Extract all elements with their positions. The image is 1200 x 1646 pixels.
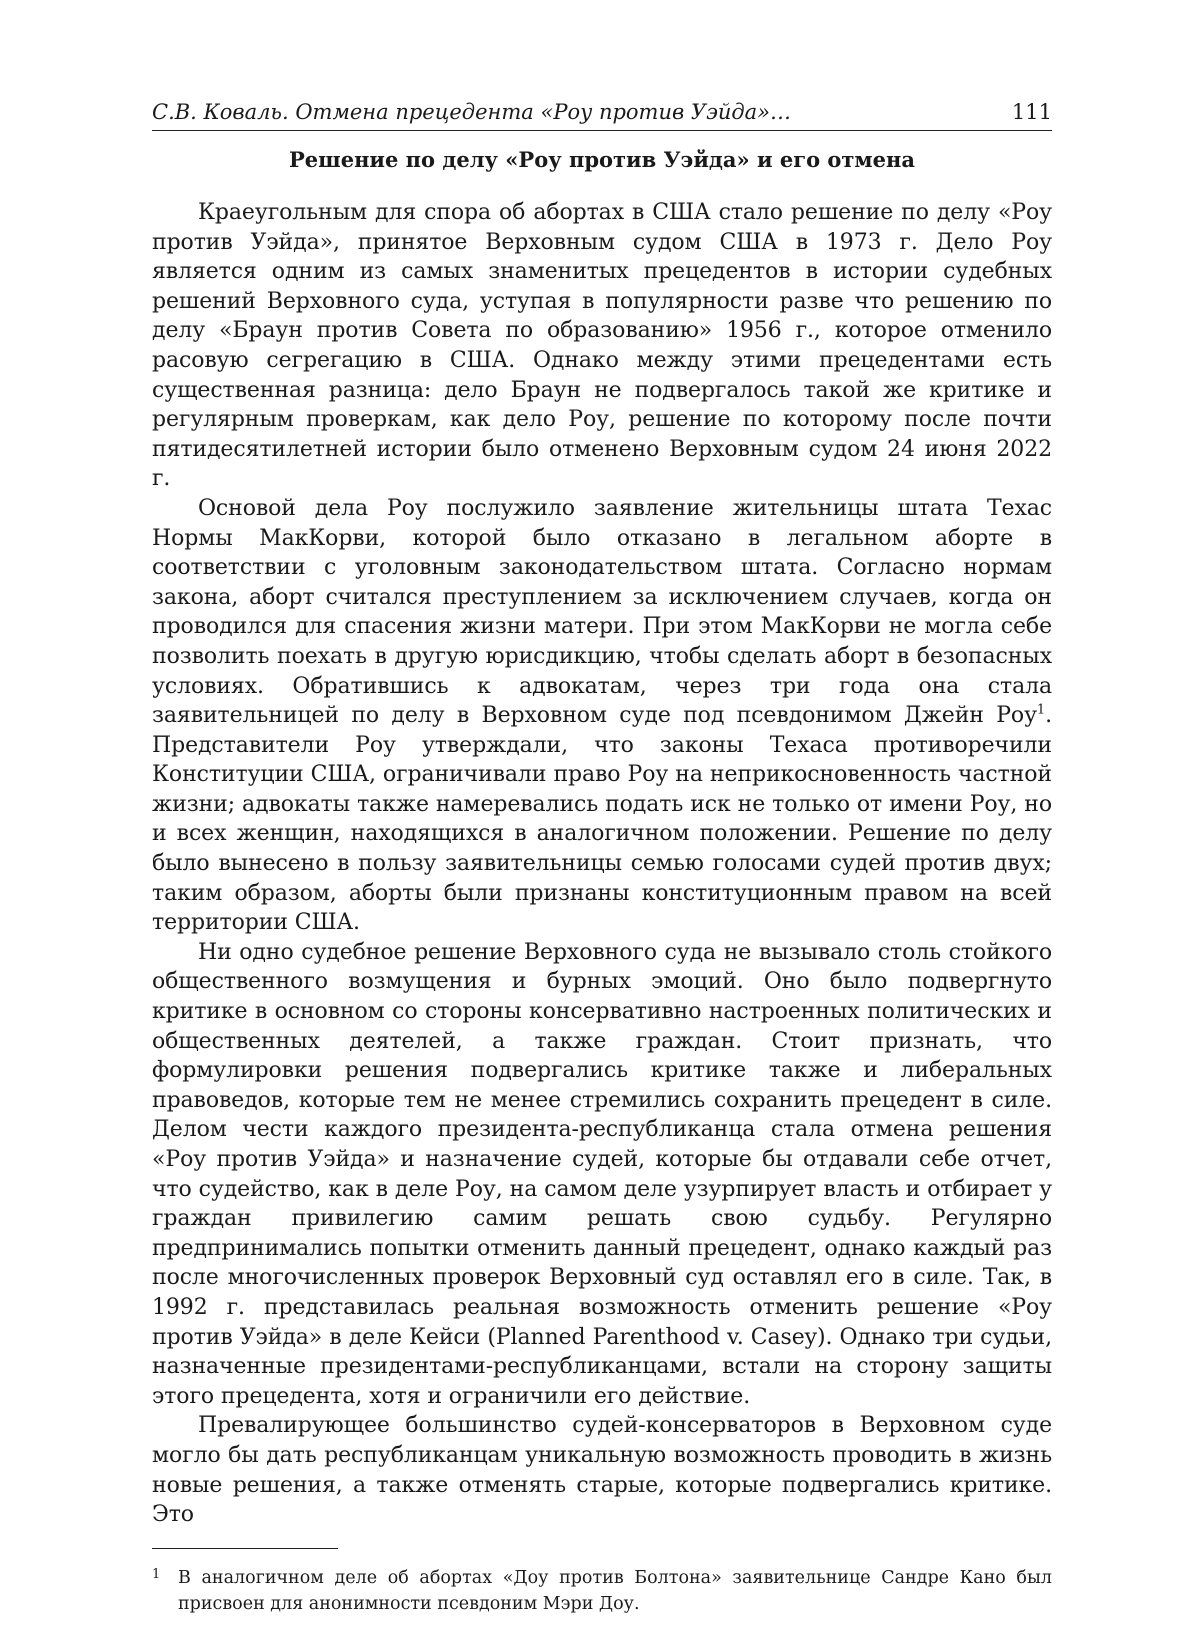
paragraph-2: [152, 494, 1052, 938]
paragraph-2-part-2: . Представители Роу утверждали, что законы Техаса противоречили Конституции США, ограничивали право Роу на неприкосновенность частной жизни; адвокаты также намеревались подать иск не только от имени Роу, но и всех женщин, находящихся в аналогичном положении. Решение по делу было вынесено в пользу заявительницы семью голосами судей против двух; таким образом, аборты были признаны конституционным правом на всей территории США.: [152, 703, 1052, 936]
paragraph-2-part-1: Основой дела Роу послужило заявление жительницы штата Техас Нормы МакКорви, которой было отказано в легальном аборте в соответствии с уголовным законодательством штата. Согласно нормам закона, аборт считался преступлением за исключением случаев, когда он проводился для спасения жизни матери. При этом МакКорви не могла себе позволить поехать в другую юрисдикцию, чтобы сделать аборт в безопасных условиях. Обратившись к адвокатам, через три года она стала заявительницей по делу в Верховном суде под псевдонимом Джейн Роу: [152, 495, 1052, 729]
document-page: [152, 100, 1052, 1617]
footnote: [152, 1565, 1052, 1617]
paragraph-3: Ни одно судебное решение Верховного суда не вызывало столь стойкого общественного возмущения и бурных эмоций. Оно было подвергнуто критике в основном со стороны консервативно настроенных политических и общественных деятелей, а также граждан. Стоит признать, что формулировки решения подвергались критике также и либеральных правоведов, которые тем не менее стремились сохранить прецедент в силе. Делом чести каждого президента-республиканца стала отмена решения «Роу против Уэйда» и назначение судей, которые бы отдавали себе отчет, что судейство, как в деле Роу, на самом деле узурпирует власть и отбирает у граждан привилегию самим решать свою судьбу. Регулярно предпринимались попытки отменить данный прецедент, однако каждый раз после многочисленных проверок Верховный суд оставлял его в силе. Так, в 1992 г. представилась реальная возможность отменить решение «Роу против Уэйда» в деле Кейси (Planned Parenthood v. Casey). Однако три судьи, назначенные президентами-республиканцами, встали на сторону защиты этого прецедента, хотя и ограничили его действие.: [152, 939, 1052, 1409]
page-number: 111: [1011, 100, 1052, 124]
paragraph-1: Краеугольным для спора об абортах в США стало решение по делу «Роу против Уэйда», принятое Верховным судом США в 1973 г. Дело Роу является одним из самых знаменитых прецедентов в истории судебных решений Верховного суда, уступая в популярности разве что решению по делу «Браун против Совета по образованию» 1956 г., которое отменило расовую сегрегацию в США. Однако между этими прецедентами есть существенная разница: дело Браун не подвергалось такой же критике и регулярным проверкам, как дело Роу, решение по которому после почти пятидесятилетней истории было отменено Верховным судом 24 июня 2022 г.: [152, 200, 1052, 492]
running-header: [152, 100, 1052, 131]
footnote-text: В аналогичном деле об абортах «Доу против Болтона» заявительнице Сандре Кано был присвоен для анонимности псевдоним Мэри Доу.: [178, 1567, 1052, 1614]
footnote-number: 1: [152, 1566, 161, 1582]
paragraph-4: Превалирующее большинство судей-консерваторов в Верховном суде могло бы дать республиканцам уникальную возможность проводить в жизнь новые решения, а также отменять старые, которые подвергались критике. Это: [152, 1413, 1052, 1528]
footnote-reference[interactable]: 1: [1036, 702, 1046, 718]
body-text: [152, 198, 1052, 1530]
section-title: Решение по делу «Роу против Уэйда» и его отмена: [288, 147, 915, 172]
footnote-divider: [152, 1548, 338, 1549]
running-title: С.В. Коваль. Отмена прецедента «Роу против Уэйда»…: [152, 100, 792, 124]
